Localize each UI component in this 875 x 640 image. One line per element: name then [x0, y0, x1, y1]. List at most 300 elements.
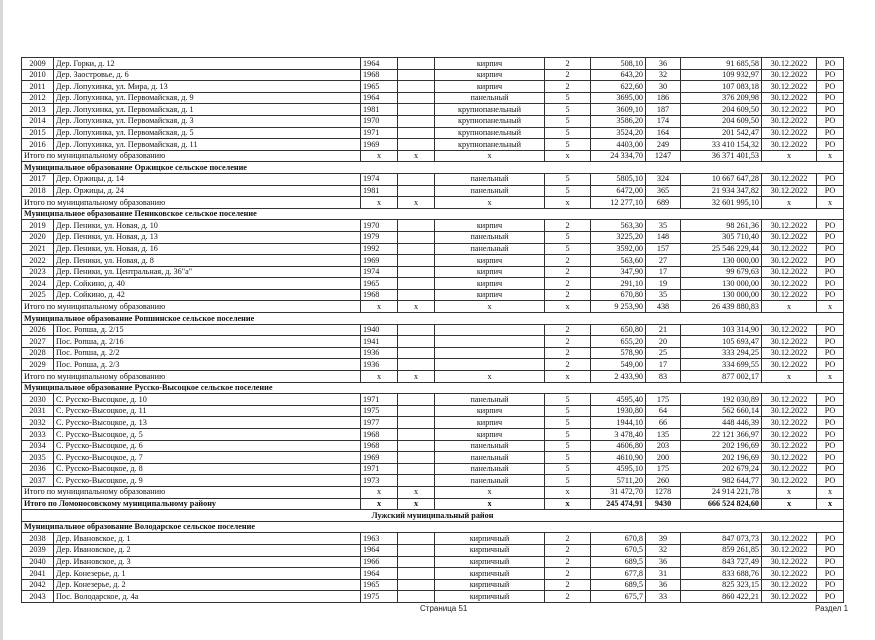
table-cell: 2 — [545, 579, 591, 591]
table-cell: 448 446,39 — [681, 417, 762, 429]
district-total-row — [22, 498, 844, 510]
total-cell: 877 002,17 — [681, 371, 762, 383]
table-cell: РО — [817, 324, 844, 336]
table-cell — [398, 81, 435, 93]
table-cell: 1944,10 — [591, 417, 646, 429]
municipality-section-header — [22, 382, 844, 394]
table-cell: РО — [817, 579, 844, 591]
table-cell: С. Русско-Высоцкое, д. 8 — [54, 463, 361, 475]
table-cell: 677,8 — [591, 568, 646, 580]
table-cell: 2013 — [22, 104, 54, 116]
table-cell: кирпич — [435, 417, 545, 429]
table-cell — [398, 69, 435, 81]
table-cell: С. Русско-Высоцкое, д. 9 — [54, 475, 361, 487]
total-cell: x — [435, 371, 545, 383]
table-cell: С. Русско-Высоцкое, д. 13 — [54, 417, 361, 429]
total-cell: x — [545, 197, 591, 209]
table-cell: 202 196,69 — [681, 440, 762, 452]
table-cell: РО — [817, 417, 844, 429]
total-cell: 31 472,70 — [591, 486, 646, 498]
table-cell: кирпич — [435, 289, 545, 301]
table-row — [22, 115, 844, 127]
table-cell: Дер. Пеники, ул. Новая, д. 13 — [54, 231, 361, 243]
total-cell: 9430 — [646, 498, 681, 510]
total-cell: x — [762, 371, 817, 383]
table-cell: 5805,10 — [591, 173, 646, 185]
table-cell: 2 — [545, 255, 591, 267]
total-cell: 438 — [646, 301, 681, 313]
table-cell: 1975 — [361, 405, 398, 417]
table-cell: Пос. Володарское, д. 4а — [54, 591, 361, 603]
table-cell: 622,60 — [591, 81, 646, 93]
table-cell: РО — [817, 556, 844, 568]
table-cell: РО — [817, 104, 844, 116]
table-cell: 1941 — [361, 336, 398, 348]
municipality-section-header — [22, 521, 844, 533]
table-cell: РО — [817, 591, 844, 603]
table-cell: РО — [817, 347, 844, 359]
table-cell: 2022 — [22, 255, 54, 267]
table-cell: РО — [817, 58, 844, 70]
table-cell: 30.12.2022 — [762, 452, 817, 464]
table-cell: 1969 — [361, 255, 398, 267]
table-cell: кирпичный — [435, 591, 545, 603]
total-cell: x — [435, 498, 545, 510]
table-cell: 30.12.2022 — [762, 139, 817, 151]
table-cell — [398, 104, 435, 116]
total-cell: x — [762, 150, 817, 162]
table-cell: Дер. Пеники, ул. Новая, д. 16 — [54, 243, 361, 255]
table-cell: 30.12.2022 — [762, 475, 817, 487]
table-cell: 130 000,00 — [681, 289, 762, 301]
total-cell: x — [817, 371, 844, 383]
table-cell — [398, 231, 435, 243]
table-cell: кирпич — [435, 278, 545, 290]
table-cell: 1964 — [361, 92, 398, 104]
table-cell: 35 — [646, 220, 681, 232]
table-cell: 2 — [545, 336, 591, 348]
table-cell: кирпичный — [435, 544, 545, 556]
table-cell: 30.12.2022 — [762, 533, 817, 545]
table-cell: 30.12.2022 — [762, 463, 817, 475]
table-cell: 305 710,40 — [681, 231, 762, 243]
table-cell: 650,80 — [591, 324, 646, 336]
total-cell: 32 601 995,10 — [681, 197, 762, 209]
subtotal-row — [22, 150, 844, 162]
table-cell: 36 — [646, 556, 681, 568]
total-cell: x — [435, 150, 545, 162]
table-cell: 30.12.2022 — [762, 289, 817, 301]
table-cell: 30.12.2022 — [762, 69, 817, 81]
table-cell: 1973 — [361, 475, 398, 487]
table-cell: 10 667 647,28 — [681, 173, 762, 185]
table-row — [22, 231, 844, 243]
table-cell: 1970 — [361, 220, 398, 232]
table-cell: 1964 — [361, 58, 398, 70]
table-cell: Дер. Лопухинка, ул. Первомайская, д. 1 — [54, 104, 361, 116]
total-cell: 36 371 401,53 — [681, 150, 762, 162]
table-cell: 22 121 366,97 — [681, 429, 762, 441]
municipality-section-header — [22, 162, 844, 174]
table-cell — [398, 394, 435, 406]
table-cell: 30.12.2022 — [762, 81, 817, 93]
table-cell: 1971 — [361, 394, 398, 406]
table-row — [22, 429, 844, 441]
table-cell: 291,10 — [591, 278, 646, 290]
municipality-section-header — [22, 313, 844, 325]
table-row — [22, 92, 844, 104]
table-cell: 5 — [545, 463, 591, 475]
page-edge — [0, 0, 3, 640]
table-cell: панельный — [435, 452, 545, 464]
table-row — [22, 255, 844, 267]
table-cell: Дер. Ивановское, д. 1 — [54, 533, 361, 545]
total-cell: x — [762, 486, 817, 498]
table-cell — [398, 556, 435, 568]
total-cell: x — [817, 486, 844, 498]
table-cell: 200 — [646, 452, 681, 464]
table-cell: Пос. Ропша, д. 2/15 — [54, 324, 361, 336]
table-cell: панельный — [435, 475, 545, 487]
table-cell: Дер. Ивановское, д. 2 — [54, 544, 361, 556]
table-cell: 5 — [545, 243, 591, 255]
table-cell: 376 209,98 — [681, 92, 762, 104]
table-cell: РО — [817, 115, 844, 127]
total-cell: x — [545, 498, 591, 510]
table-cell: 2027 — [22, 336, 54, 348]
municipality-section-header — [22, 208, 844, 220]
table-cell: 4606,80 — [591, 440, 646, 452]
table-cell: кирпич — [435, 255, 545, 267]
table-cell: РО — [817, 220, 844, 232]
table-cell: 670,80 — [591, 289, 646, 301]
table-cell: 32 — [646, 69, 681, 81]
table-cell: 30.12.2022 — [762, 394, 817, 406]
table-cell: Дер. Пеники, ул. Новая, д. 10 — [54, 220, 361, 232]
table-cell: 2016 — [22, 139, 54, 151]
table-cell: Дер. Ивановское, д. 3 — [54, 556, 361, 568]
table-cell: 1936 — [361, 347, 398, 359]
table-cell: 4595,40 — [591, 394, 646, 406]
table-cell: 30.12.2022 — [762, 104, 817, 116]
table-cell — [398, 475, 435, 487]
table-cell: 1975 — [361, 591, 398, 603]
table-body — [22, 58, 844, 603]
subtotal-row — [22, 301, 844, 313]
table-cell: 2014 — [22, 115, 54, 127]
district-header — [22, 510, 844, 522]
table-cell: 2020 — [22, 231, 54, 243]
total-cell: 245 474,91 — [591, 498, 646, 510]
table-cell: 675,7 — [591, 591, 646, 603]
table-cell — [398, 359, 435, 371]
table-cell: 64 — [646, 405, 681, 417]
table-cell: 3609,10 — [591, 104, 646, 116]
table-cell: крупнопанельный — [435, 127, 545, 139]
table-cell: 4403,00 — [591, 139, 646, 151]
table-cell — [398, 220, 435, 232]
section-label: Раздел 1 — [815, 604, 849, 613]
table-cell: РО — [817, 185, 844, 197]
table-cell: Дер. Конезерье, д. 2 — [54, 579, 361, 591]
table-cell: 1968 — [361, 429, 398, 441]
table-cell: 157 — [646, 243, 681, 255]
table-cell: 6472,00 — [591, 185, 646, 197]
table-cell: 1965 — [361, 278, 398, 290]
table-cell: 30.12.2022 — [762, 92, 817, 104]
total-cell: x — [398, 486, 435, 498]
table-cell — [398, 185, 435, 197]
table-cell — [398, 591, 435, 603]
table-cell: 17 — [646, 266, 681, 278]
table-cell: крупнопанельный — [435, 139, 545, 151]
table-row — [22, 220, 844, 232]
table-cell: панельный — [435, 463, 545, 475]
table-cell: РО — [817, 440, 844, 452]
table-cell: 347,90 — [591, 266, 646, 278]
table-cell: 30.12.2022 — [762, 115, 817, 127]
table-cell: 30.12.2022 — [762, 405, 817, 417]
table-cell: С. Русско-Высоцкое, д. 6 — [54, 440, 361, 452]
table-cell: РО — [817, 463, 844, 475]
table-cell: 2030 — [22, 394, 54, 406]
table-cell: 1969 — [361, 139, 398, 151]
table-cell: 2 — [545, 81, 591, 93]
total-cell: x — [762, 301, 817, 313]
table-cell: 25 — [646, 347, 681, 359]
table-cell: кирпичный — [435, 579, 545, 591]
table-cell: РО — [817, 278, 844, 290]
table-cell: 30.12.2022 — [762, 359, 817, 371]
table-cell: 30.12.2022 — [762, 185, 817, 197]
table-cell: 1981 — [361, 185, 398, 197]
table-cell — [398, 324, 435, 336]
table-cell: 164 — [646, 127, 681, 139]
table-cell: панельный — [435, 173, 545, 185]
table-cell: 1992 — [361, 243, 398, 255]
total-cell: x — [398, 301, 435, 313]
table-cell: Дер. Заостровье, д. 6 — [54, 69, 361, 81]
table-cell: 2 — [545, 278, 591, 290]
table-cell: Дер. Лопухинка, ул. Первомайская, д. 9 — [54, 92, 361, 104]
table-cell: 2039 — [22, 544, 54, 556]
table-cell: 187 — [646, 104, 681, 116]
district-title: Лужский муниципальный район — [22, 510, 844, 522]
table-cell — [398, 452, 435, 464]
table-cell: Дер. Конезерье, д. 1 — [54, 568, 361, 580]
table-cell: РО — [817, 139, 844, 151]
table-cell: Пос. Ропша, д. 2/3 — [54, 359, 361, 371]
total-label: Итого по муниципальному образованию — [22, 197, 361, 209]
table-cell: 2038 — [22, 533, 54, 545]
table-cell: 2029 — [22, 359, 54, 371]
table-cell: 2 — [545, 533, 591, 545]
table-cell: Дер. Пеники, ул. Центральная, д. 36"а" — [54, 266, 361, 278]
table-cell — [398, 405, 435, 417]
table-row — [22, 104, 844, 116]
table-row — [22, 405, 844, 417]
table-cell: 30.12.2022 — [762, 127, 817, 139]
table-cell: РО — [817, 429, 844, 441]
table-cell: 1968 — [361, 289, 398, 301]
table-cell: 30.12.2022 — [762, 347, 817, 359]
section-title: Муниципальное образование Оржицкое сельское поселение — [22, 162, 844, 174]
table-cell: 1968 — [361, 440, 398, 452]
table-cell: 30.12.2022 — [762, 429, 817, 441]
table-cell: 2037 — [22, 475, 54, 487]
table-cell: 1966 — [361, 556, 398, 568]
table-cell: 860 422,21 — [681, 591, 762, 603]
table-cell: 1965 — [361, 579, 398, 591]
table-cell: 201 542,47 — [681, 127, 762, 139]
table-cell: Дер. Оржицы, д. 14 — [54, 173, 361, 185]
table-cell: 30.12.2022 — [762, 255, 817, 267]
table-cell — [398, 568, 435, 580]
table-cell: панельный — [435, 92, 545, 104]
table-row — [22, 568, 844, 580]
table-cell: 30.12.2022 — [762, 266, 817, 278]
table-cell — [398, 463, 435, 475]
table-row — [22, 81, 844, 93]
table-row — [22, 544, 844, 556]
table-cell: РО — [817, 533, 844, 545]
table-cell: 33 — [646, 591, 681, 603]
table-cell: Дер. Сойкино, д. 42 — [54, 289, 361, 301]
table-cell: Дер. Горки, д. 12 — [54, 58, 361, 70]
total-cell: 1247 — [646, 150, 681, 162]
table-cell — [398, 266, 435, 278]
table-cell: 2010 — [22, 69, 54, 81]
total-cell: x — [398, 197, 435, 209]
table-cell: 202 679,24 — [681, 463, 762, 475]
table-cell: 30.12.2022 — [762, 417, 817, 429]
table-cell: 1971 — [361, 127, 398, 139]
table-cell: 833 688,76 — [681, 568, 762, 580]
subtotal-row — [22, 371, 844, 383]
table-cell: 5 — [545, 185, 591, 197]
table-cell: 2041 — [22, 568, 54, 580]
table-cell: 130 000,00 — [681, 255, 762, 267]
table-cell: 35 — [646, 289, 681, 301]
table-cell: 174 — [646, 115, 681, 127]
table-cell: 2033 — [22, 429, 54, 441]
total-cell: x — [361, 150, 398, 162]
total-cell: x — [817, 150, 844, 162]
table-cell: 203 — [646, 440, 681, 452]
table-cell — [398, 417, 435, 429]
table-cell: кирпич — [435, 405, 545, 417]
table-cell: 204 609,50 — [681, 104, 762, 116]
table-cell — [398, 255, 435, 267]
table-cell: 31 — [646, 568, 681, 580]
table-cell: 2012 — [22, 92, 54, 104]
section-title: Муниципальное образование Володарское сельское поселение — [22, 521, 844, 533]
table-cell: крупнопанельный — [435, 115, 545, 127]
table-row — [22, 289, 844, 301]
table-cell: 2 — [545, 556, 591, 568]
table-cell: 843 727,49 — [681, 556, 762, 568]
table-cell: 2 — [545, 69, 591, 81]
table-cell: 859 261,85 — [681, 544, 762, 556]
table-cell: 30.12.2022 — [762, 440, 817, 452]
table-row — [22, 173, 844, 185]
table-cell: 1964 — [361, 568, 398, 580]
total-cell: x — [545, 486, 591, 498]
table-cell: 105 693,47 — [681, 336, 762, 348]
table-cell: Пос. Ропша, д. 2/2 — [54, 347, 361, 359]
table-cell: 562 660,14 — [681, 405, 762, 417]
table-cell: 2 — [545, 544, 591, 556]
table-cell: 30.12.2022 — [762, 58, 817, 70]
table-cell: 1936 — [361, 359, 398, 371]
table-cell: 1940 — [361, 324, 398, 336]
table-cell — [398, 533, 435, 545]
table-cell: С. Русско-Высоцкое, д. 10 — [54, 394, 361, 406]
table-cell: кирпич — [435, 429, 545, 441]
table-cell: 643,20 — [591, 69, 646, 81]
table-cell: 186 — [646, 92, 681, 104]
table-cell: 36 — [646, 58, 681, 70]
table-cell: РО — [817, 289, 844, 301]
section-title: Муниципальное образование Русско-Высоцкое сельское поселение — [22, 382, 844, 394]
table-cell: 2017 — [22, 173, 54, 185]
table-cell: 30.12.2022 — [762, 278, 817, 290]
table-cell — [398, 278, 435, 290]
table-cell: 1963 — [361, 533, 398, 545]
table-cell: 2009 — [22, 58, 54, 70]
table-cell: 99 679,63 — [681, 266, 762, 278]
table-cell: кирпич — [435, 266, 545, 278]
table-cell: Дер. Лопухинка, ул. Первомайская, д. 11 — [54, 139, 361, 151]
table-cell: 30.12.2022 — [762, 568, 817, 580]
table-cell: РО — [817, 243, 844, 255]
table-cell: РО — [817, 69, 844, 81]
table-cell: 3695,00 — [591, 92, 646, 104]
table-cell — [398, 289, 435, 301]
table-cell: 2018 — [22, 185, 54, 197]
table-cell: Дер. Пеники, ул. Новая, д. 8 — [54, 255, 361, 267]
table-cell: РО — [817, 127, 844, 139]
subtotal-row — [22, 197, 844, 209]
total-cell: x — [435, 197, 545, 209]
table-cell: 17 — [646, 359, 681, 371]
table-cell — [398, 92, 435, 104]
table-cell: 5 — [545, 405, 591, 417]
total-cell: x — [398, 150, 435, 162]
table-cell: 563,30 — [591, 220, 646, 232]
table-cell: 135 — [646, 429, 681, 441]
table-cell: 36 — [646, 579, 681, 591]
table-cell: 5 — [545, 429, 591, 441]
table-cell: 1971 — [361, 463, 398, 475]
total-cell: 24 334,70 — [591, 150, 646, 162]
table-cell: РО — [817, 231, 844, 243]
table-cell: 30.12.2022 — [762, 544, 817, 556]
section-title: Муниципальное образование Пениковское сельское поселение — [22, 208, 844, 220]
table-cell: 4595,10 — [591, 463, 646, 475]
table-row — [22, 556, 844, 568]
table-cell: 5 — [545, 475, 591, 487]
table-cell: 2043 — [22, 591, 54, 603]
total-label: Итого по муниципальному образованию — [22, 486, 361, 498]
table-cell: 175 — [646, 463, 681, 475]
table-cell: 260 — [646, 475, 681, 487]
table-cell: 1977 — [361, 417, 398, 429]
table-cell: 2036 — [22, 463, 54, 475]
total-cell: x — [361, 486, 398, 498]
table-cell: Дер. Лопухинка, ул. Первомайская, д. 3 — [54, 115, 361, 127]
table-cell: крупнопанельный — [435, 104, 545, 116]
